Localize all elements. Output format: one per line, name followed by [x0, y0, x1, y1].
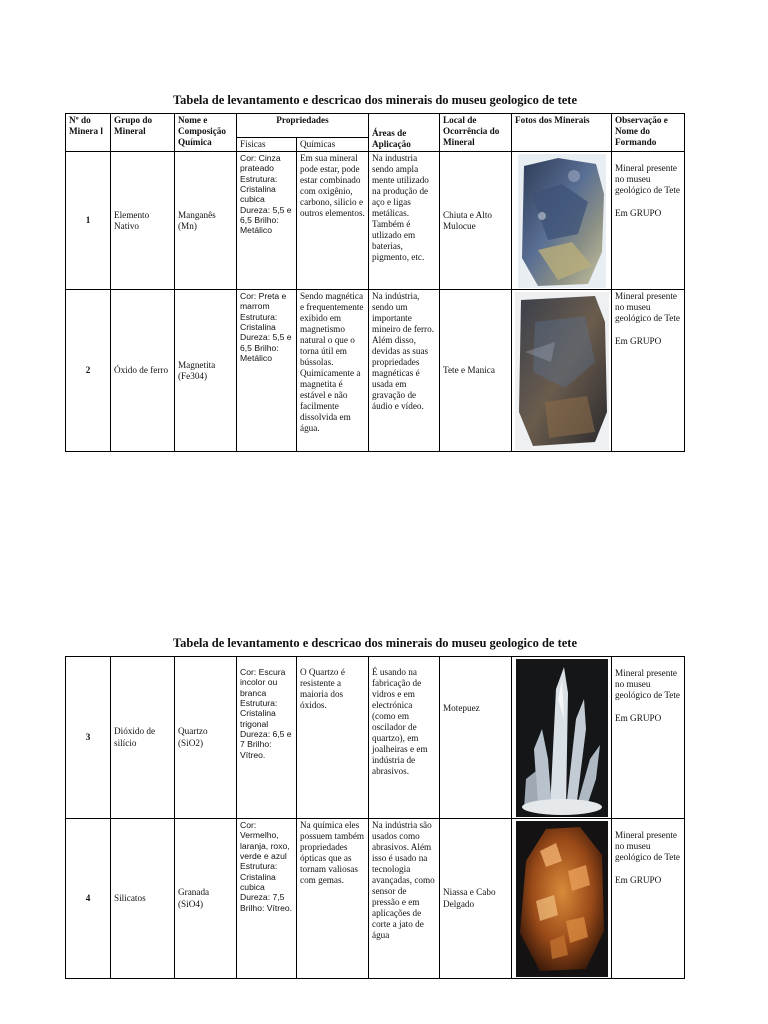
header-grupo: Grupo do Mineral: [111, 114, 175, 152]
row-nome: Granada (SiO4): [175, 819, 237, 979]
table-row: [66, 657, 685, 819]
obs-text: Mineral presente no museu geológico de Tete: [615, 830, 681, 863]
row-local: Chiuta e Alto Mulocue: [440, 152, 512, 290]
header-nome: Nome e Composição Química: [175, 114, 237, 152]
row-fisicas: Cor: Vermelho, laranja, roxo, verde e azul Estrutura: Cristalina cubica Dureza: 7,5 Brilho: Vítreo.: [237, 819, 297, 979]
header-areas: Áreas de Aplicação: [369, 114, 440, 152]
row-local: Niassa e Cabo Delgado: [440, 819, 512, 979]
row-quimicas: Na química eles possuem também propriedades ópticas que as tornam valiosas com gemas.: [297, 819, 369, 979]
manganese-photo: [518, 154, 606, 288]
row-quimicas: Sendo magnética e frequentemente exibido em magnetismo natural o que o torna útil em bússolas. Quimicamente a magnetita é estável e não facilmente dissolvida em água.: [297, 290, 369, 452]
row-areas: Na industria sendo ampla mente utilizado na produção de aço e ligas metálicas. Também é utlizado em baterias, pigmento, etc.: [369, 152, 440, 290]
row-nome: Manganês (Mn): [175, 152, 237, 290]
table-row: [66, 152, 685, 290]
header-local: Local de Ocorrência do Mineral: [440, 114, 512, 152]
obs-group: Em GRUPO: [615, 875, 662, 886]
table-row: [66, 290, 685, 452]
minerals-table-2: [65, 656, 685, 979]
row-local: Motepuez: [440, 657, 512, 819]
row-grupo: Dióxido de silício: [111, 657, 175, 819]
table1-title: Tabela de levantamento e descricao dos minerais do museu geologico de tete: [172, 93, 577, 107]
table-row: [66, 819, 685, 979]
row-fisicas: Cor: Escura incolor ou branca Estrutura: Cristalina trigonal Dureza: 6,5 e 7 Brilho: Vítreo.: [237, 657, 297, 819]
row-quimicas: O Quartzo é resistente a maioria dos óxidos.: [297, 657, 369, 819]
row-nome: Magnetita (Fe304): [175, 290, 237, 452]
header-num: Nº do Minera l: [66, 114, 111, 152]
obs-group: Em GRUPO: [615, 336, 662, 347]
row-obs: [612, 290, 685, 452]
header-quimicas: Químicas: [297, 138, 369, 152]
header-obs: Observação e Nome do Formando: [612, 114, 685, 152]
row-obs: [612, 152, 685, 290]
header-propriedades: Propriedades: [237, 114, 369, 138]
row-num: 3: [66, 657, 111, 819]
obs-group: Em GRUPO: [615, 713, 662, 724]
table2-title: Tabela de levantamento e descricao dos minerais do museu geologico de tete: [172, 636, 577, 650]
minerals-table-1: [65, 113, 685, 452]
header-fisicas: Fisicas: [237, 138, 297, 152]
row-local: Tete e Manica: [440, 290, 512, 452]
row-grupo: Silicatos: [111, 819, 175, 979]
mineral-photo-cell: [512, 290, 612, 452]
mineral-photo-cell: [512, 819, 612, 979]
obs-text: Mineral presente no museu geológico de Tete: [615, 291, 681, 324]
row-areas: Na indústria são usados como abrasivos. Além isso é usado na tecnologia avançadas, como sensor de pressão e em aplicações de corte a jato de água: [369, 819, 440, 979]
obs-group: Em GRUPO: [615, 208, 662, 219]
header-fotos: Fotos dos Minerais: [512, 114, 612, 152]
obs-text: Mineral presente no museu geológico de Tete: [615, 668, 681, 701]
row-grupo: Elemento Nativo: [111, 152, 175, 290]
row-num: 4: [66, 819, 111, 979]
row-grupo: Óxido de ferro: [111, 290, 175, 452]
magnetite-photo: [515, 292, 609, 450]
obs-text: Mineral presente no museu geológico de Tete: [615, 163, 681, 196]
row-num: 1: [66, 152, 111, 290]
row-areas: É usando na fabricação de vidros e em electrónica (como em oscilador de quartzo), em joalheiras e em indústria de abrasivos.: [369, 657, 440, 819]
row-fisicas: Cor: Preta e marrom Estrutura: Cristalina Dureza: 5,5 e 6,5 Brilho: Metálico: [237, 290, 297, 452]
row-nome: Quartzo (SiO2): [175, 657, 237, 819]
quartz-photo: [516, 659, 608, 817]
mineral-photo-cell: [512, 152, 612, 290]
row-obs: [612, 819, 685, 979]
row-fisicas: Cor: Cinza prateado Estrutura: Cristalina cubica Dureza: 5,5 e 6,5 Brilho: Metálico: [237, 152, 297, 290]
garnet-photo: [516, 821, 608, 977]
row-num: 2: [66, 290, 111, 452]
row-obs: [612, 657, 685, 819]
row-quimicas: Em sua mineral pode estar, pode estar combinado com oxigênio, carbono, silicio e outros elementos.: [297, 152, 369, 290]
row-areas: Na indústria, sendo um importante mineiro de ferro. Além disso, devidas as suas propriedades magnéticas é usada em gravação de áudio e vídeo.: [369, 290, 440, 452]
mineral-photo-cell: [512, 657, 612, 819]
